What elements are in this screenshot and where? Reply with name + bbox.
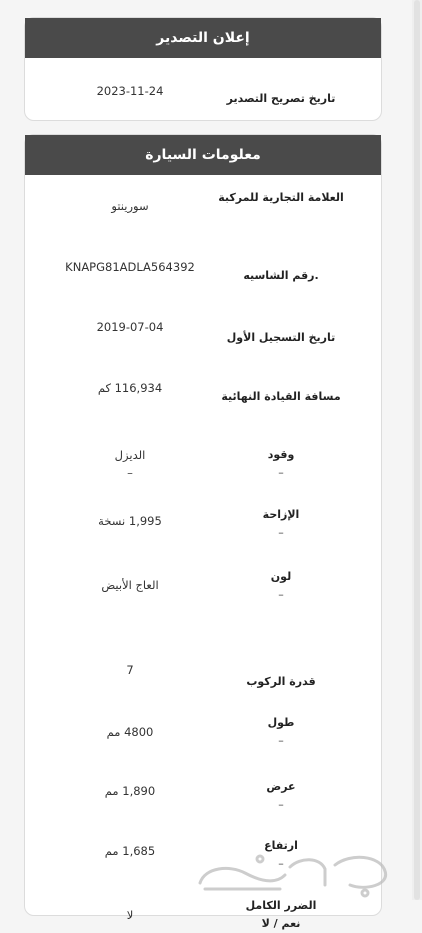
seating-value: 7 xyxy=(126,663,134,677)
fuel-label-sub: – xyxy=(278,466,284,479)
first-registration-value: 2019-07-04 xyxy=(96,320,164,334)
vehicle-info-card xyxy=(24,134,382,930)
fuel-value-text: الديزل xyxy=(114,448,146,462)
brand-value: سورينتو xyxy=(111,199,149,213)
displacement-label-text: الإزاحة xyxy=(262,508,300,521)
length-label xyxy=(211,714,351,750)
height-label-text: ارتفاع xyxy=(264,839,298,852)
fuel-label xyxy=(211,446,351,482)
brand-label: العلامة التجارية للمركبة xyxy=(218,191,344,204)
width-value: 1,890 مم xyxy=(104,784,156,798)
total-loss-value: لا xyxy=(126,908,134,922)
length-label-text: طول xyxy=(267,716,295,729)
first-registration-label: تاريخ التسجيل الأول xyxy=(226,331,336,344)
export-date-value: 2023-11-24 xyxy=(96,84,164,98)
width-label xyxy=(211,778,351,814)
displacement-label xyxy=(211,506,351,542)
height-label-sub: – xyxy=(278,857,284,870)
color-value: العاج الأبيض xyxy=(101,578,159,592)
color-label xyxy=(211,568,351,604)
export-notice-title: إعلان التصدير xyxy=(156,30,250,46)
mileage-value: 116,934 كم xyxy=(97,381,163,395)
vehicle-info-title: معلومات السيارة xyxy=(145,147,261,163)
export-notice-header xyxy=(25,18,381,58)
total-loss-label-sub: نعم / لا xyxy=(261,917,301,930)
fuel-label-text: وقود xyxy=(267,448,295,461)
length-value: 4800 مم xyxy=(106,725,154,739)
fuel-value-sub: – xyxy=(127,466,133,480)
width-label-text: عرض xyxy=(266,780,296,793)
height-value: 1,685 مم xyxy=(104,844,156,858)
fuel-value xyxy=(55,446,205,482)
export-notice-card xyxy=(24,17,382,121)
length-label-sub: – xyxy=(278,734,284,747)
color-label-sub: – xyxy=(278,588,284,601)
width-label-sub: – xyxy=(278,798,284,811)
color-label-text: لون xyxy=(270,570,292,583)
displacement-value: 1,995 نسخة xyxy=(98,514,162,528)
export-date-label: تاريخ تصريح التصدير xyxy=(226,92,336,105)
vehicle-info-header xyxy=(25,135,381,175)
chassis-value: KNAPG81ADLA564392 xyxy=(65,260,195,274)
scrollbar-thumb[interactable] xyxy=(414,0,420,900)
displacement-label-sub: – xyxy=(278,526,284,539)
haraj-watermark-logo xyxy=(185,845,405,900)
seating-label: قدرة الركوب xyxy=(246,675,316,688)
total-loss-label xyxy=(211,897,351,933)
mileage-label: مسافة القيادة النهائية xyxy=(221,390,341,403)
scrollbar[interactable] xyxy=(412,0,422,900)
total-loss-label-text: الضرر الكامل xyxy=(245,899,317,912)
chassis-label: .رقم الشاسيه xyxy=(243,269,319,282)
